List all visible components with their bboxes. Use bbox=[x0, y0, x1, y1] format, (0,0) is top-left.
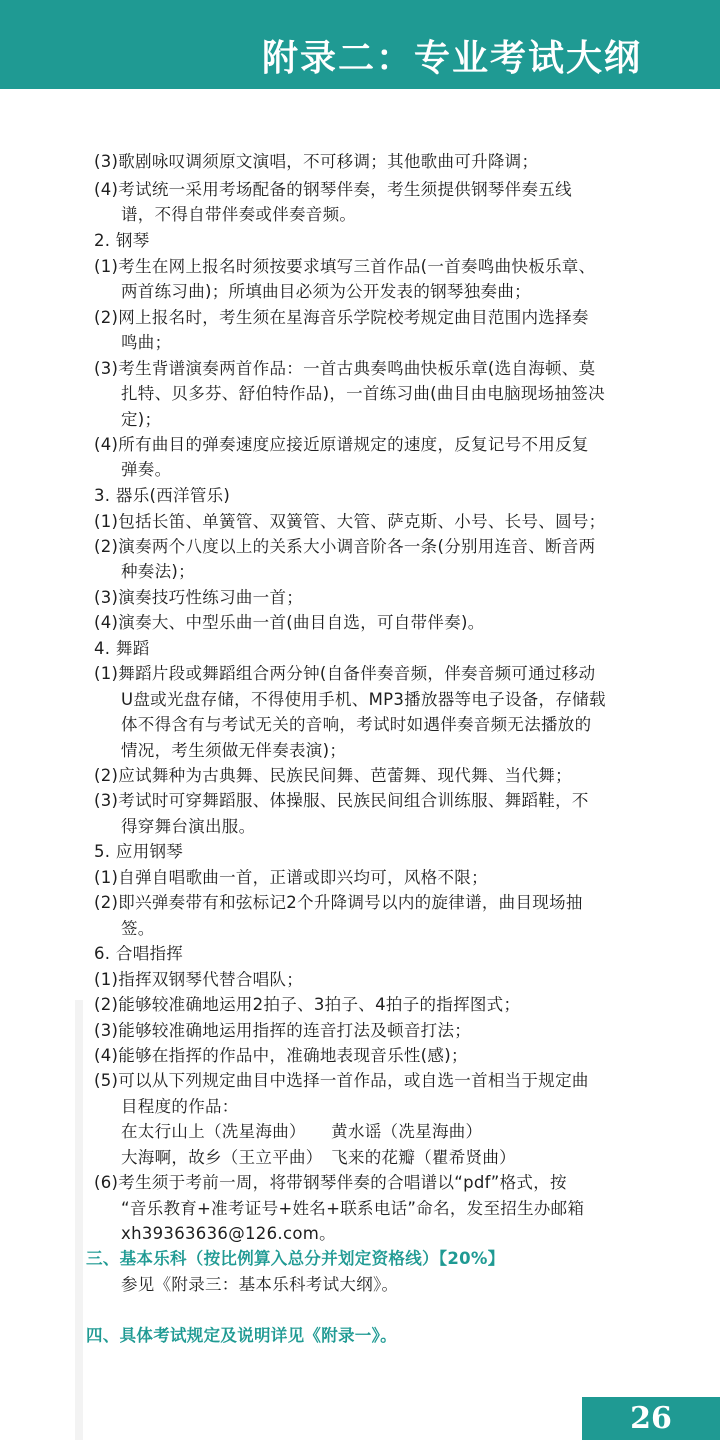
text-line: 在太行山上（冼星海曲） 黄水谣（冼星海曲） bbox=[121, 1122, 483, 1141]
page-number-box bbox=[582, 1397, 720, 1440]
text-line: (1)考生在网上报名时须按要求填写三首作品(一首奏鸣曲快板乐章、 bbox=[94, 257, 596, 276]
text-line: (6)考生须于考前一周，将带钢琴伴奏的合唱谱以“pdf”格式，按 bbox=[94, 1173, 567, 1192]
header-banner bbox=[0, 0, 720, 89]
section-heading: 3. 器乐(西洋管乐) bbox=[94, 486, 231, 505]
text-line: (2)演奏两个八度以上的关系大小调音阶各一条(分别用连音、断音两 bbox=[94, 537, 596, 556]
text-line: 大海啊，故乡（王立平曲） 飞来的花瓣（瞿希贤曲） bbox=[121, 1148, 516, 1167]
page-number: 26 bbox=[630, 1401, 672, 1436]
text-line: 扎特、贝多芬、舒伯特作品)，一首练习曲(曲目由电脑现场抽签决 bbox=[121, 384, 605, 403]
section-heading: 4. 舞蹈 bbox=[94, 639, 150, 658]
text-line: (2)应试舞种为古典舞、民族民间舞、芭蕾舞、现代舞、当代舞； bbox=[94, 766, 572, 785]
text-line: 种奏法)； bbox=[121, 562, 195, 581]
text-line: (5)可以从下列规定曲目中选择一首作品，或自选一首相当于规定曲 bbox=[94, 1071, 589, 1090]
text-line: 两首练习曲)；所填曲目必须为公开发表的钢琴独奏曲； bbox=[121, 282, 531, 301]
text-line: (3)歌剧咏叹调须原文演唱，不可移调；其他歌曲可升降调； bbox=[94, 152, 539, 171]
text-line: (2)能够较准确地运用2拍子、3拍子、4拍子的指挥图式； bbox=[94, 995, 521, 1014]
text-line: (1)包括长笛、单簧管、双簧管、大管、萨克斯、小号、长号、圆号； bbox=[94, 512, 606, 531]
text-line: 签。 bbox=[121, 919, 155, 938]
section-heading: 5. 应用钢琴 bbox=[94, 842, 184, 861]
text-line: (1)自弹自唱歌曲一首，正谱或即兴均可，风格不限； bbox=[94, 868, 488, 887]
text-line: xh39363636@126.com。 bbox=[121, 1224, 336, 1243]
text-line: 定)； bbox=[121, 410, 162, 429]
section-heading-4: 四、具体考试规定及说明详见《附录一》。 bbox=[86, 1326, 397, 1345]
text-line: (4)能够在指挥的作品中，准确地表现音乐性(感)； bbox=[94, 1046, 468, 1065]
text-line: 体不得含有与考试无关的音响，考试时如遇伴奏音频无法播放的 bbox=[121, 715, 592, 734]
section-heading: 2. 钢琴 bbox=[94, 231, 150, 250]
text-line: U盘或光盘存储，不得使用手机、MP3播放器等电子设备，存储载 bbox=[121, 690, 606, 709]
text-line: 参见《附录三：基本乐科考试大纲》。 bbox=[121, 1275, 399, 1294]
text-line: 弹奏。 bbox=[121, 460, 172, 479]
text-line: (4)演奏大、中型乐曲一首(曲目自选，可自带伴奏)。 bbox=[94, 613, 485, 632]
margin-strip bbox=[75, 1000, 83, 1440]
text-line: (2)网上报名时，考生须在星海音乐学院校考规定曲目范围内选择奏 bbox=[94, 308, 589, 327]
text-line: “音乐教育+准考证号+姓名+联系电话”命名，发至招生办邮箱 bbox=[121, 1199, 585, 1218]
text-line: 得穿舞台演出服。 bbox=[121, 817, 256, 836]
text-line: (4)所有曲目的弹奏速度应接近原谱规定的速度，反复记号不用反复 bbox=[94, 435, 589, 454]
text-line: (4)考试统一采用考场配备的钢琴伴奏，考生须提供钢琴伴奏五线 bbox=[94, 180, 572, 199]
text-line: (1)指挥双钢琴代替合唱队； bbox=[94, 970, 304, 989]
text-line: (1)舞蹈片段或舞蹈组合两分钟(自备伴奏音频，伴奏音频可通过移动 bbox=[94, 664, 596, 683]
section-heading: 6. 合唱指挥 bbox=[94, 944, 184, 963]
text-line: (3)考试时可穿舞蹈服、体操服、民族民间组合训练服、舞蹈鞋，不 bbox=[94, 791, 589, 810]
section-heading-3: 三、基本乐科（按比例算入总分并划定资格线）【20%】 bbox=[86, 1249, 505, 1268]
text-line: (3)演奏技巧性练习曲一首； bbox=[94, 588, 304, 607]
text-line: 目程度的作品： bbox=[121, 1097, 239, 1116]
text-line: (2)即兴弹奏带有和弦标记2个升降调号以内的旋律谱，曲目现场抽 bbox=[94, 893, 583, 912]
text-line: (3)考生背谱演奏两首作品：一首古典奏鸣曲快板乐章(选自海顿、莫 bbox=[94, 359, 596, 378]
text-line: (3)能够较准确地运用指挥的连音打法及顿音打法； bbox=[94, 1021, 472, 1040]
text-line: 情况，考生须做无伴奏表演)； bbox=[121, 741, 347, 760]
text-line: 谱，不得自带伴奏或伴奏音频。 bbox=[121, 205, 357, 224]
text-line: 鸣曲； bbox=[121, 333, 172, 352]
page-title: 附录二：专业考试大纲 bbox=[261, 38, 642, 79]
